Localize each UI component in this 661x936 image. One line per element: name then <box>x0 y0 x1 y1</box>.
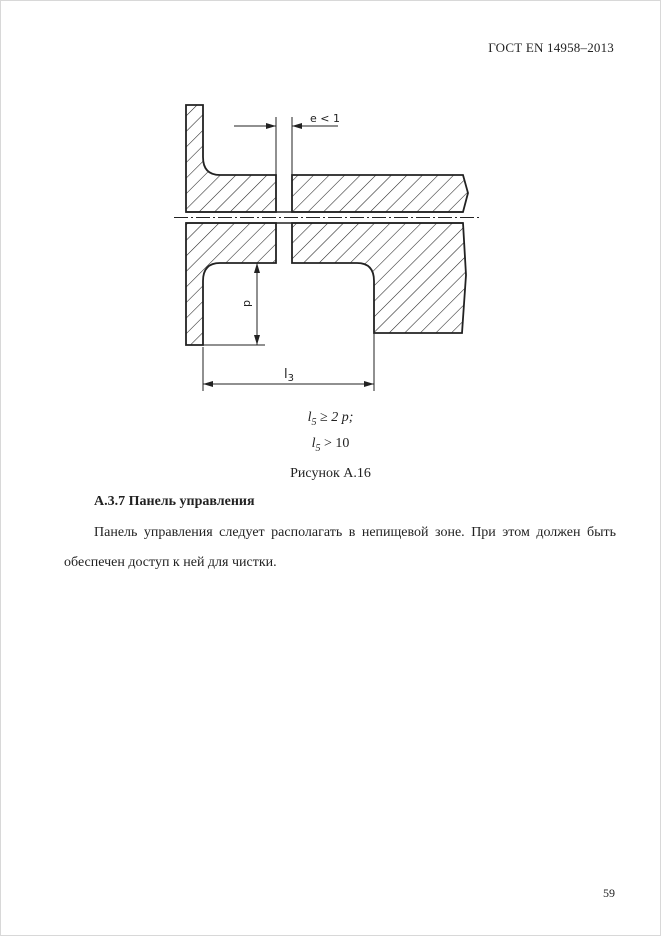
formula-min-length: $l_5 \ge 2$ p; <box>307 410 354 428</box>
left-wall-upper <box>186 105 276 212</box>
right-block-lower <box>292 223 466 333</box>
technical-drawing <box>160 95 500 395</box>
left-wall-lower <box>186 223 276 345</box>
gap-dimension-label: e < 1 <box>310 112 340 125</box>
page-number: 59 <box>603 886 615 900</box>
section-heading: А.3.7 Панель управления <box>94 494 255 509</box>
length-dimension-label: $l_3$ <box>284 367 294 384</box>
height-dimension-label: p <box>240 300 253 307</box>
body-paragraph: Панель управления следует располагать в непищевой зоне. При этом должен быть обеспечен доступ к ней для чистки. <box>64 525 616 570</box>
figure-caption: Рисунок А.16 <box>290 466 371 481</box>
formula-min-value: $l_5 > 10$ <box>311 436 350 454</box>
document-standard-id: ГОСТ EN 14958–2013 <box>488 40 614 55</box>
right-block-upper <box>292 175 468 212</box>
